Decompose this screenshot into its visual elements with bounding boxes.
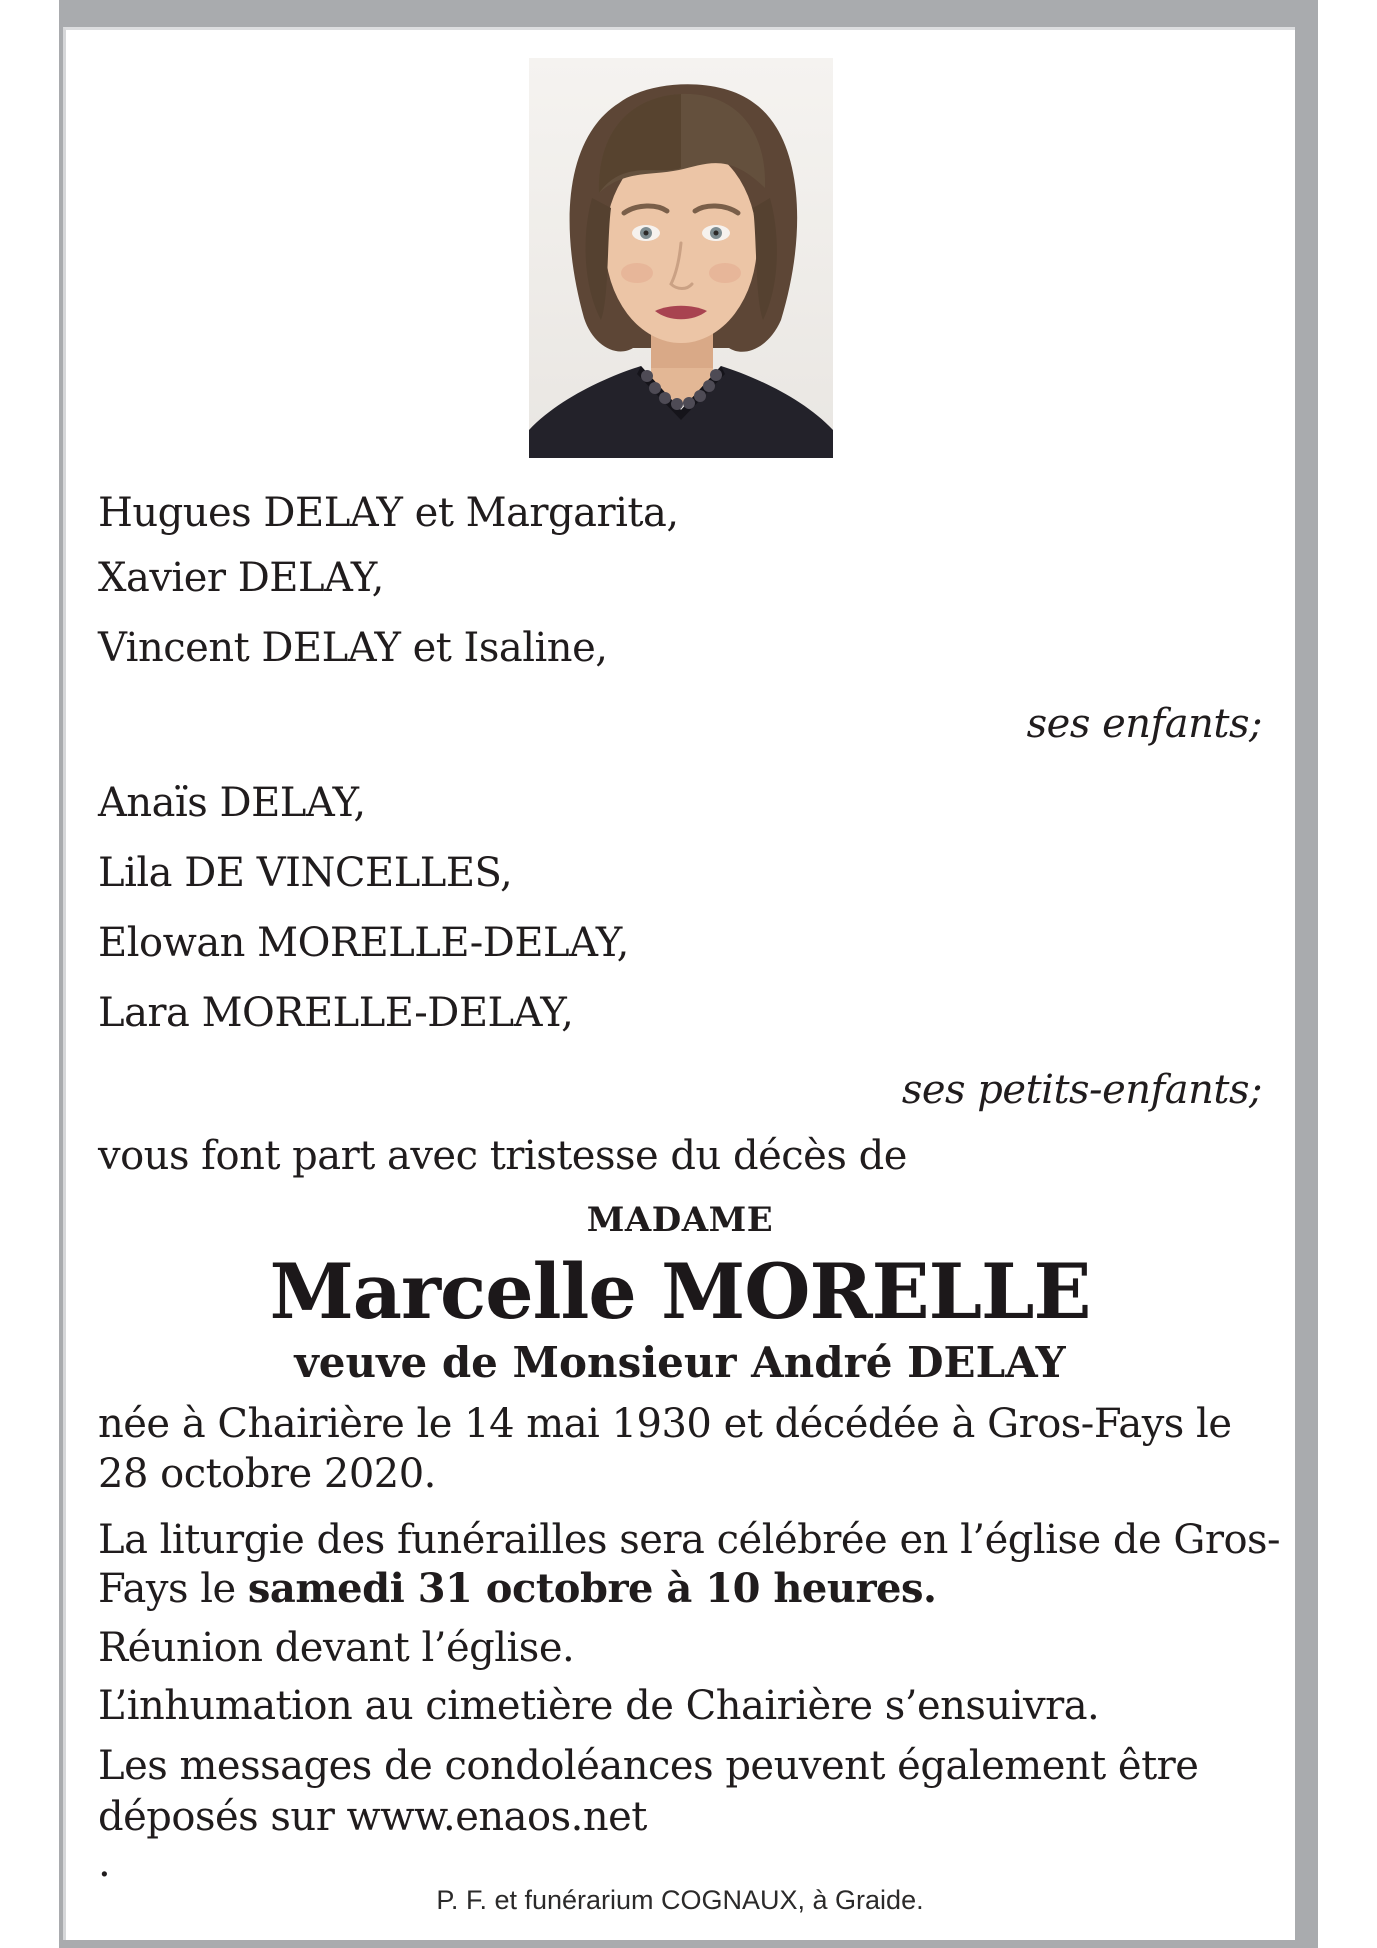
portrait-photo — [529, 58, 833, 458]
birth-death-line: née à Chairière le 14 mai 1930 et décédée à Gros-Fays le — [98, 1401, 1232, 1447]
trailing-dot: . — [98, 1840, 111, 1886]
birth-death-line: 28 octobre 2020. — [98, 1451, 436, 1497]
portrait-photo-art — [529, 58, 833, 458]
deceased-name: Marcelle MORELLE — [269, 1247, 1091, 1336]
widow-line: veuve de Monsieur André DELAY — [294, 1338, 1066, 1387]
meeting-line: Réunion devant l’église. — [98, 1625, 575, 1671]
liturgy-line-prefix: Fays le — [98, 1566, 248, 1612]
grandchild-line: Elowan MORELLE-DELAY, — [98, 920, 629, 966]
condolences-line: Les messages de condoléances peuvent également être — [98, 1743, 1199, 1789]
condolences-line: déposés sur www.enaos.net — [98, 1794, 647, 1840]
children-caption: ses enfants; — [1026, 701, 1262, 747]
grandchild-line: Anaïs DELAY, — [98, 780, 366, 826]
liturgy-date-bold: samedi 31 octobre à 10 heures. — [247, 1565, 937, 1612]
grandchild-line: Lara MORELLE-DELAY, — [98, 990, 574, 1036]
memorial-card — [63, 27, 1295, 1940]
liturgy-line: La liturgie des funérailles sera célébrée en l’église de Gros- — [98, 1517, 1281, 1563]
funeral-home-credit: P. F. et funérarium COGNAUX, à Graide. — [436, 1885, 924, 1915]
child-line: Vincent DELAY et Isaline, — [98, 625, 608, 671]
child-line: Hugues DELAY et Margarita, — [98, 490, 679, 536]
burial-line: L’inhumation au cimetière de Chairière s’ensuivra. — [98, 1683, 1100, 1729]
liturgy-line — [98, 1565, 1262, 1613]
grandchild-line: Lila DE VINCELLES, — [98, 850, 513, 896]
announcement-intro: vous font part avec tristesse du décès de — [98, 1133, 907, 1179]
deceased-title: MADAME — [586, 1200, 774, 1240]
grandchildren-caption: ses petits-enfants; — [901, 1067, 1262, 1113]
child-line: Xavier DELAY, — [98, 555, 384, 601]
